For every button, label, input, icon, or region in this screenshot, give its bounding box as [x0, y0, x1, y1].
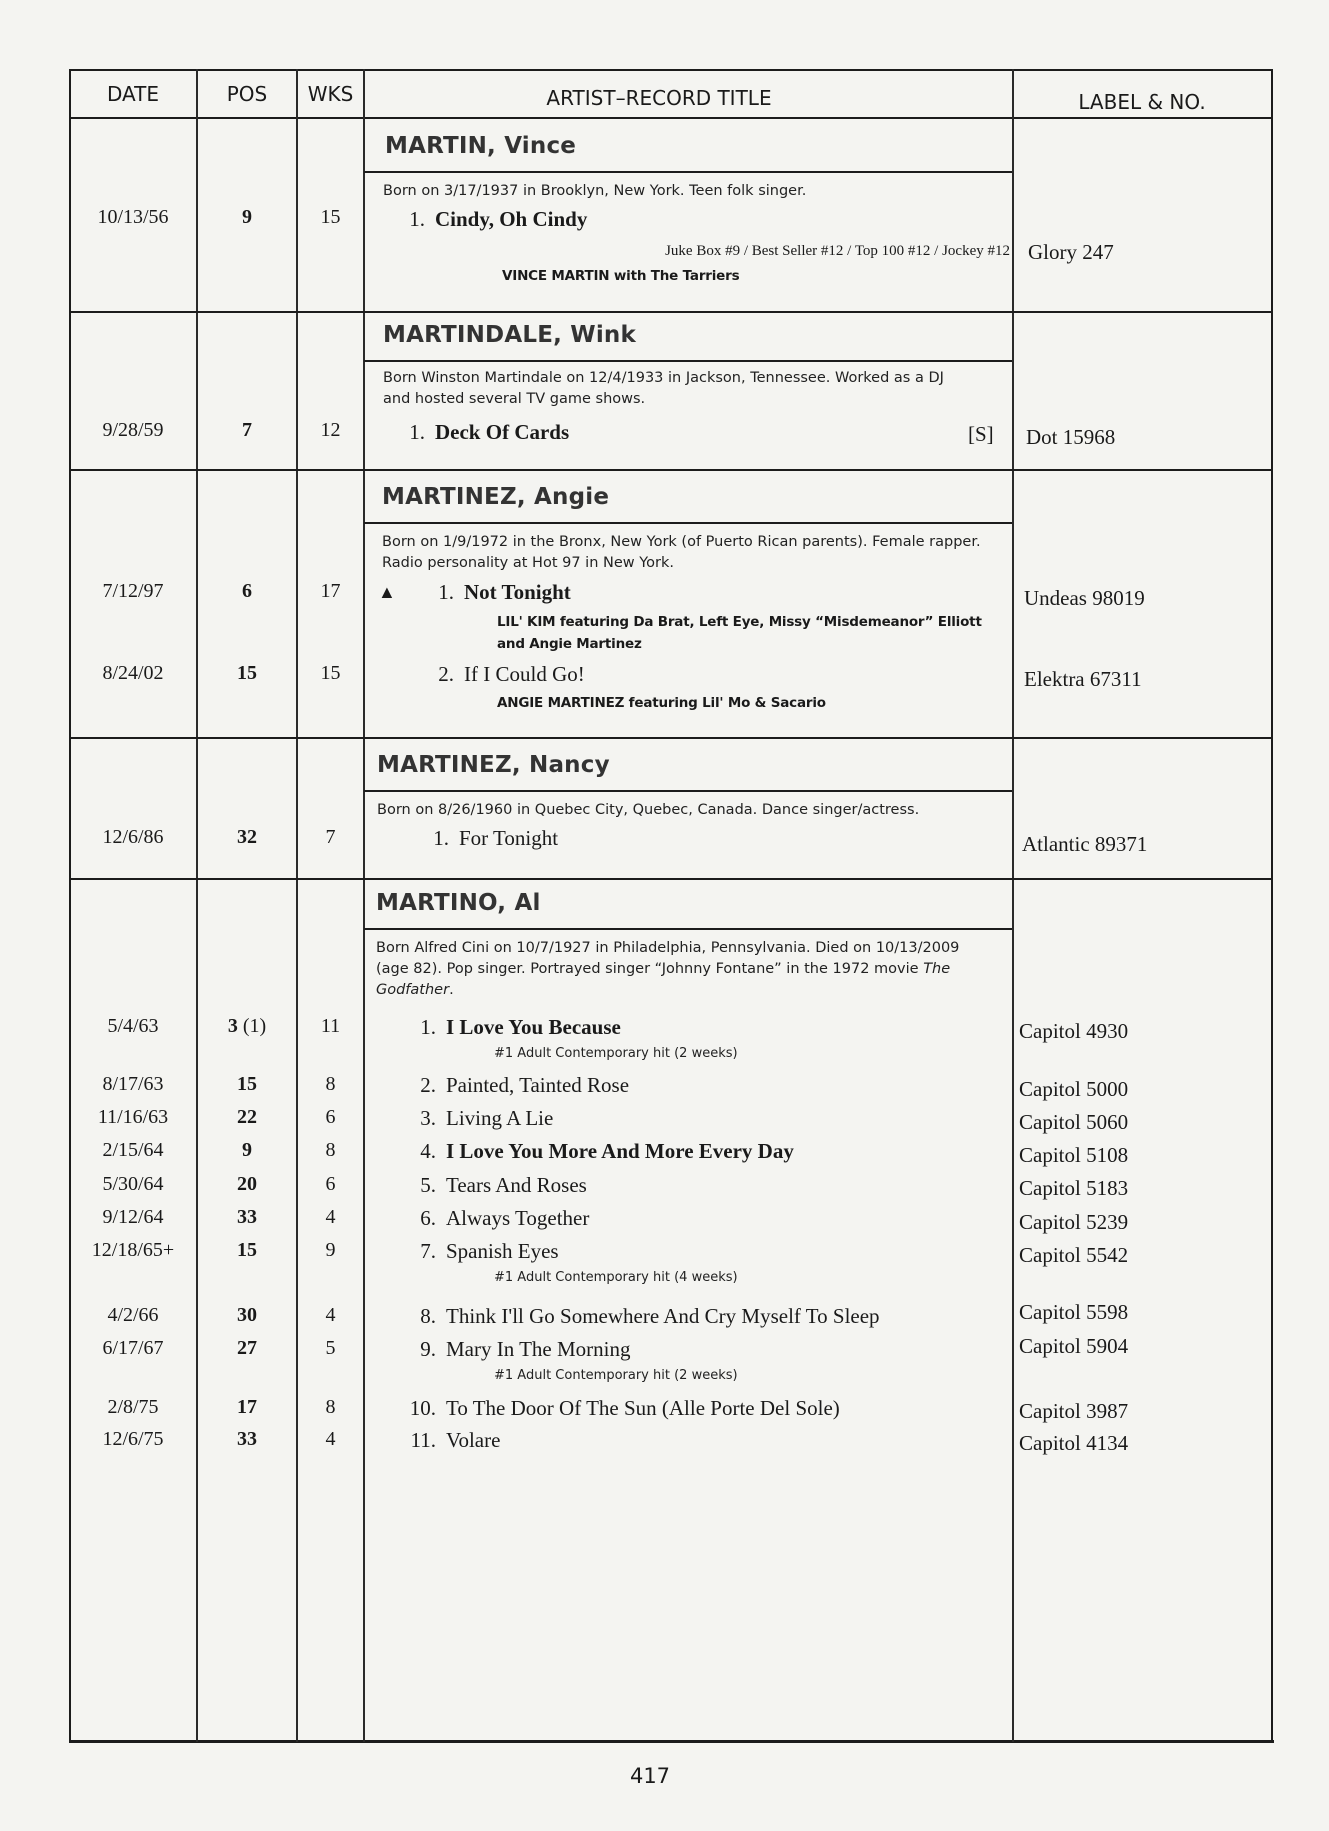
record-chart-note: #1 Adult Contemporary hit (2 weeks) — [494, 1046, 738, 1061]
record-label: Capitol 4930 — [1019, 1019, 1129, 1043]
record-label: Capitol 3987 — [1019, 1399, 1129, 1423]
record-number: 1. — [409, 207, 425, 231]
record-title: Always Together — [446, 1206, 590, 1230]
record-date: 6/17/67 — [102, 1337, 164, 1359]
record-title: Spanish Eyes — [446, 1239, 559, 1263]
record-wks: 8 — [325, 1396, 336, 1418]
record-title-line — [400, 1337, 631, 1362]
record-pos: 3 — [227, 1015, 238, 1037]
record-number: 4. — [420, 1139, 436, 1163]
record-pos-cell — [197, 1015, 297, 1038]
record-title: Think I'll Go Somewhere And Cry Myself To Sleep — [446, 1304, 880, 1328]
record-title-line — [400, 1428, 500, 1453]
artist-name: MARTINDALE, Wink — [383, 322, 636, 348]
record-pos: 32 — [237, 826, 257, 848]
record-label: Capitol 4134 — [1019, 1431, 1129, 1455]
artist-name-divider — [364, 360, 1012, 362]
record-label: Capitol 5183 — [1019, 1176, 1129, 1200]
record-wks: 4 — [325, 1428, 336, 1450]
record-date: 5/30/64 — [102, 1173, 164, 1195]
record-date: 2/8/75 — [107, 1396, 159, 1418]
record-number: 11. — [410, 1428, 436, 1452]
record-pos: 9 — [242, 1139, 252, 1161]
platinum-triangle-icon: ▲ — [378, 582, 396, 602]
artist-name-divider — [364, 522, 1012, 524]
record-date: 4/2/66 — [107, 1304, 159, 1326]
record-date: 9/28/59 — [102, 419, 164, 441]
record-credit: LIL' KIM featuring Da Brat, Left Eye, Missy “Misdemeanor” Elliott — [497, 614, 982, 630]
record-pos: 17 — [237, 1396, 257, 1418]
artist-bio-text: Born Alfred Cini on 10/7/1927 in Philadelphia, Pennsylvania. Died on 10/13/2009 (age 82). Pop singer. Portrayed singer “Johnny Fontane” in the 1972 movie — [376, 940, 960, 977]
section-divider — [69, 311, 1272, 313]
record-pos: 33 — [237, 1206, 257, 1228]
record-label: Capitol 5904 — [1019, 1334, 1129, 1358]
section-divider — [69, 737, 1272, 739]
column-header-date: DATE — [106, 82, 160, 106]
artist-name: MARTINEZ, Nancy — [377, 752, 610, 778]
record-chart-note: #1 Adult Contemporary hit (2 weeks) — [494, 1368, 738, 1383]
record-number: 7. — [420, 1239, 436, 1263]
artist-bio: Born on 3/17/1937 in Brooklyn, New York. Teen folk singer. — [383, 183, 807, 199]
table-top-border — [69, 69, 1272, 71]
col-divider-wks — [363, 69, 365, 1742]
record-label: Atlantic 89371 — [1022, 832, 1148, 856]
record-title: If I Could Go! — [464, 662, 585, 686]
record-pos: 20 — [237, 1173, 257, 1195]
table-right-border — [1271, 69, 1273, 1742]
record-title: Not Tonight — [464, 580, 571, 604]
record-credit: VINCE MARTIN with The Tarriers — [502, 268, 740, 284]
record-title: I Love You Because — [446, 1015, 621, 1039]
record-title: Living A Lie — [446, 1106, 554, 1130]
record-wks: 6 — [325, 1173, 336, 1195]
record-wks: 15 — [320, 206, 341, 228]
record-wks: 8 — [325, 1139, 336, 1161]
artist-bio — [376, 938, 976, 1001]
record-date: 11/16/63 — [97, 1106, 169, 1128]
record-label: Capitol 5239 — [1019, 1210, 1129, 1234]
record-pos: 15 — [237, 1073, 257, 1095]
record-wks: 8 — [325, 1073, 336, 1095]
record-number: 8. — [420, 1304, 436, 1328]
record-date: 7/12/97 — [102, 580, 164, 602]
record-title-line — [400, 1304, 880, 1329]
record-date: 10/13/56 — [97, 206, 169, 228]
record-label: Elektra 67311 — [1024, 667, 1142, 691]
record-number: 5. — [420, 1173, 436, 1197]
table-left-border — [69, 69, 71, 1742]
record-title-line — [400, 1206, 589, 1231]
record-title-line — [400, 1106, 553, 1131]
record-credit: ANGIE MARTINEZ featuring Lil' Mo & Sacario — [497, 695, 826, 711]
column-header-title: ARTIST–RECORD TITLE — [546, 86, 772, 110]
column-header-wks: WKS — [307, 82, 354, 106]
record-wks: 17 — [320, 580, 341, 602]
record-date: 8/24/02 — [102, 662, 164, 684]
record-wks: 4 — [325, 1304, 336, 1326]
record-label: Capitol 5108 — [1019, 1143, 1129, 1167]
record-title: Tears And Roses — [446, 1173, 587, 1197]
record-title: To The Door Of The Sun (Alle Porte Del Sole) — [446, 1396, 840, 1420]
record-number: 1. — [438, 580, 454, 604]
record-pos: 15 — [237, 1239, 257, 1261]
record-label: Capitol 5598 — [1019, 1300, 1129, 1324]
artist-name: MARTINEZ, Angie — [382, 484, 610, 510]
record-title-line — [400, 1139, 794, 1164]
record-wks: 7 — [325, 826, 336, 848]
artist-name: MARTIN, Vince — [385, 133, 577, 159]
artist-name-divider — [364, 171, 1012, 173]
record-date: 5/4/63 — [107, 1015, 159, 1037]
record-peak-pos: (1) — [242, 1015, 267, 1037]
artist-bio-movie-title: The Godfather — [376, 961, 951, 998]
column-header-label: LABEL & NO. — [1078, 90, 1206, 114]
record-date: 8/17/63 — [102, 1073, 164, 1095]
record-number: 1. — [420, 1015, 436, 1039]
record-wks: 11 — [320, 1015, 341, 1037]
table-bottom-border — [69, 1740, 1274, 1743]
record-title-line — [400, 1073, 629, 1098]
record-type-code: [S] — [968, 422, 994, 446]
record-title-line — [400, 1015, 621, 1040]
record-title: For Tonight — [459, 826, 559, 850]
record-date: 12/18/65+ — [91, 1239, 175, 1261]
record-number: 3. — [420, 1106, 436, 1130]
record-title: Mary In The Morning — [446, 1337, 631, 1361]
record-label: Glory 247 — [1028, 240, 1114, 264]
record-wks: 12 — [320, 419, 341, 441]
artist-bio: Born on 8/26/1960 in Quebec City, Quebec, Canada. Dance singer/actress. — [377, 802, 920, 818]
record-title: Cindy, Oh Cindy — [435, 207, 588, 231]
record-pos: 7 — [242, 419, 252, 441]
record-title-line — [389, 207, 587, 232]
record-label: Dot 15968 — [1026, 425, 1116, 449]
page-number: 417 — [629, 1764, 671, 1788]
record-wks: 5 — [325, 1337, 336, 1359]
record-date: 9/12/64 — [102, 1206, 164, 1228]
record-title-line — [413, 826, 558, 851]
record-pos: 33 — [237, 1428, 257, 1450]
record-pos: 6 — [242, 580, 252, 602]
record-number: 6. — [420, 1206, 436, 1230]
record-wks: 15 — [320, 662, 341, 684]
record-title-line — [400, 1396, 840, 1421]
artist-bio: Born on 1/9/1972 in the Bronx, New York (of Puerto Rican parents). Female rapper. Radio personality at Hot 97 in New York. — [382, 534, 981, 571]
record-wks: 4 — [325, 1206, 336, 1228]
record-pos: 15 — [237, 662, 257, 684]
record-pos: 30 — [237, 1304, 257, 1326]
section-divider — [69, 878, 1272, 880]
record-number: 9. — [420, 1337, 436, 1361]
artist-name-divider — [364, 790, 1012, 792]
artist-name-divider — [364, 928, 1012, 930]
record-label: Capitol 5060 — [1019, 1110, 1129, 1134]
column-header-pos: POS — [226, 82, 268, 106]
section-divider — [69, 469, 1272, 471]
record-title: Volare — [446, 1428, 501, 1452]
record-title-line — [400, 1239, 559, 1264]
record-title-line — [400, 1173, 587, 1198]
artist-bio: Born Winston Martindale on 12/4/1933 in Jackson, Tennessee. Worked as a DJ and hosted several TV game shows. — [383, 370, 944, 407]
record-title-line — [389, 420, 569, 445]
record-wks: 9 — [325, 1239, 336, 1261]
record-date: 12/6/86 — [102, 826, 164, 848]
record-credit-continued: and Angie Martinez — [497, 636, 642, 652]
record-wks: 6 — [325, 1106, 336, 1128]
record-chart-note: #1 Adult Contemporary hit (4 weeks) — [494, 1270, 738, 1285]
record-pos: 9 — [242, 206, 252, 228]
record-number: 1. — [409, 420, 425, 444]
record-number: 10. — [409, 1396, 436, 1420]
record-title: Deck Of Cards — [435, 420, 570, 444]
col-divider-date — [196, 69, 198, 1742]
artist-name: MARTINO, Al — [376, 890, 541, 916]
col-divider-pos — [296, 69, 298, 1742]
artist-bio-end: . — [449, 982, 454, 998]
record-label: Undeas 98019 — [1024, 586, 1145, 610]
record-label: Capitol 5000 — [1019, 1077, 1129, 1101]
record-label: Capitol 5542 — [1019, 1243, 1129, 1267]
header-divider — [69, 117, 1272, 119]
record-title-line — [418, 662, 585, 687]
record-number: 1. — [433, 826, 449, 850]
record-title: Painted, Tainted Rose — [446, 1073, 630, 1097]
record-number: 2. — [420, 1073, 436, 1097]
record-pos: 27 — [237, 1337, 257, 1359]
col-divider-title — [1012, 69, 1014, 1742]
record-title: I Love You More And More Every Day — [446, 1139, 794, 1163]
record-number: 2. — [438, 662, 454, 686]
record-date: 12/6/75 — [102, 1428, 164, 1450]
record-chart-positions: Juke Box #9 / Best Seller #12 / Top 100 #12 / Jockey #12 — [665, 243, 1010, 259]
record-title-line — [418, 580, 571, 605]
record-pos: 22 — [237, 1106, 257, 1128]
record-date: 2/15/64 — [102, 1139, 164, 1161]
